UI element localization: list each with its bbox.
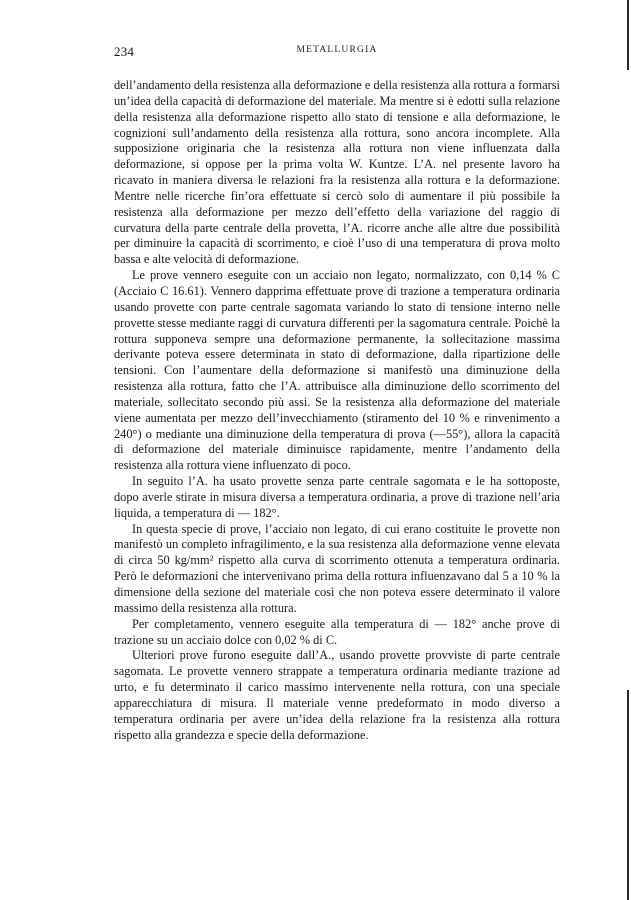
scan-edge-mark bbox=[627, 0, 629, 70]
paragraph-continued: dell’andamento della resistenza alla deformazione e della resistenza alla rottura a formarsi un’idea della capacità di deformazione del materiale. Ma mentre si è edotti sulla relazione della resistenza alla deformazione rispetto allo stato di tensione e alla deformazione, le cognizioni sull’andamento della resistenza alla rottura, sono ancora incomplete. Alla supposizione originaria che la resistenza alla rottura non viene influenzata dalla deformazione, si oppose per la prima volta W. Kuntze. L’A. nel presente lavoro ha ricavato in maniera diversa le relazioni fra la resistenza alla rottura e la deformazione. Mentre nelle ricerche fin’ora effettuate si cercò solo di aumentare il più possibile la resistenza alla deformazione per mezzo dell’effetto della variazione del raggio di curvatura della parte centrale della provetta, l’A. ricorre anche alle altre due possibilità per diminuire la capacità di scorrimento, e cioè l’uso di una temperatura di prova molto bassa e alte velocità di deformazione. bbox=[114, 78, 560, 267]
paragraph: Ulteriori prove furono eseguite dall’A., usando provette provviste di parte centrale sagomata. Le provette vennero strappate a temperatura ordinaria mediante trazione ad urto, e fu determinato il carico massimo intervenente nella rottura, con una speciale apparecchiatura di misura. Il materiale venne predeformato in modo diverso a temperatura ordinaria per avere un’idea della relazione fra la resistenza alla rottura rispetto alla grandezza e specie della deformazione. bbox=[114, 648, 560, 742]
running-title: METALLURGIA bbox=[296, 45, 378, 55]
body-text bbox=[114, 78, 560, 743]
paragraph: Per completamento, vennero eseguite alla temperatura di — 182° anche prove di trazione su un acciaio dolce con 0,02 % di C. bbox=[114, 616, 560, 647]
scan-edge-mark bbox=[627, 690, 629, 900]
page-number: 234 bbox=[114, 44, 135, 59]
paragraph: Le prove vennero eseguite con un acciaio non legato, normalizzato, con 0,14 % C (Acciaio C 16.61). Vennero dapprima effettuate prove di trazione a temperatura ordinaria usando provette con parte centrale sagomata variando lo stato di tensione interno nelle provette stesse mediante raggi di curvatura differenti per la sagomatura centrale. Poichè la rottura supponeva sempre una deformazione permanente, la sollecitazione massima derivante poteva essere determinata in stato di deformazione, dalla ripartizione delle tensioni. Con l’aumentare della deformazione si manifestò una diminuzione della resistenza alla rottura, fatto che l’A. attribuisce alla diminuzione dello scorrimento del materiale, sollecitato secondo più assi. Se la resistenza alla deformazione del materiale viene aumentata per mezzo dell’invecchiamento (stiramento del 10 % e rinvenimento a 240°) o mediante una diminuzione della temperatura di prova (—55°), allora la capacità di deformazione del materiale diminuisce rapidamente, mentre l’andamento della resistenza alla rottura viene influenzato di poco. bbox=[114, 268, 560, 473]
paragraph: In questa specie di prove, l’acciaio non legato, di cui erano costituite le provette non manifestò un completo infragilimento, e la sua resistenza alla deformazione venne elevata di circa 50 kg/mm² rispetto alla curva di scorrimento ottenuta a temperatura ordinaria. Però le deformazioni che intervenivano prima della rottura influenzavano dal 5 a 10 % la dimensione della sezione del materiale così che non poteva essere determinato il valore massimo della resistenza alla rottura. bbox=[114, 521, 560, 615]
page-header bbox=[114, 44, 560, 62]
paragraph: In seguito l’A. ha usato provette senza parte centrale sagomata e le ha sottoposte, dopo averle stirate in misura diversa a temperatura ordinaria, a prove di trazione nell’aria liquida, a temperatura di — 182°. bbox=[114, 474, 560, 520]
